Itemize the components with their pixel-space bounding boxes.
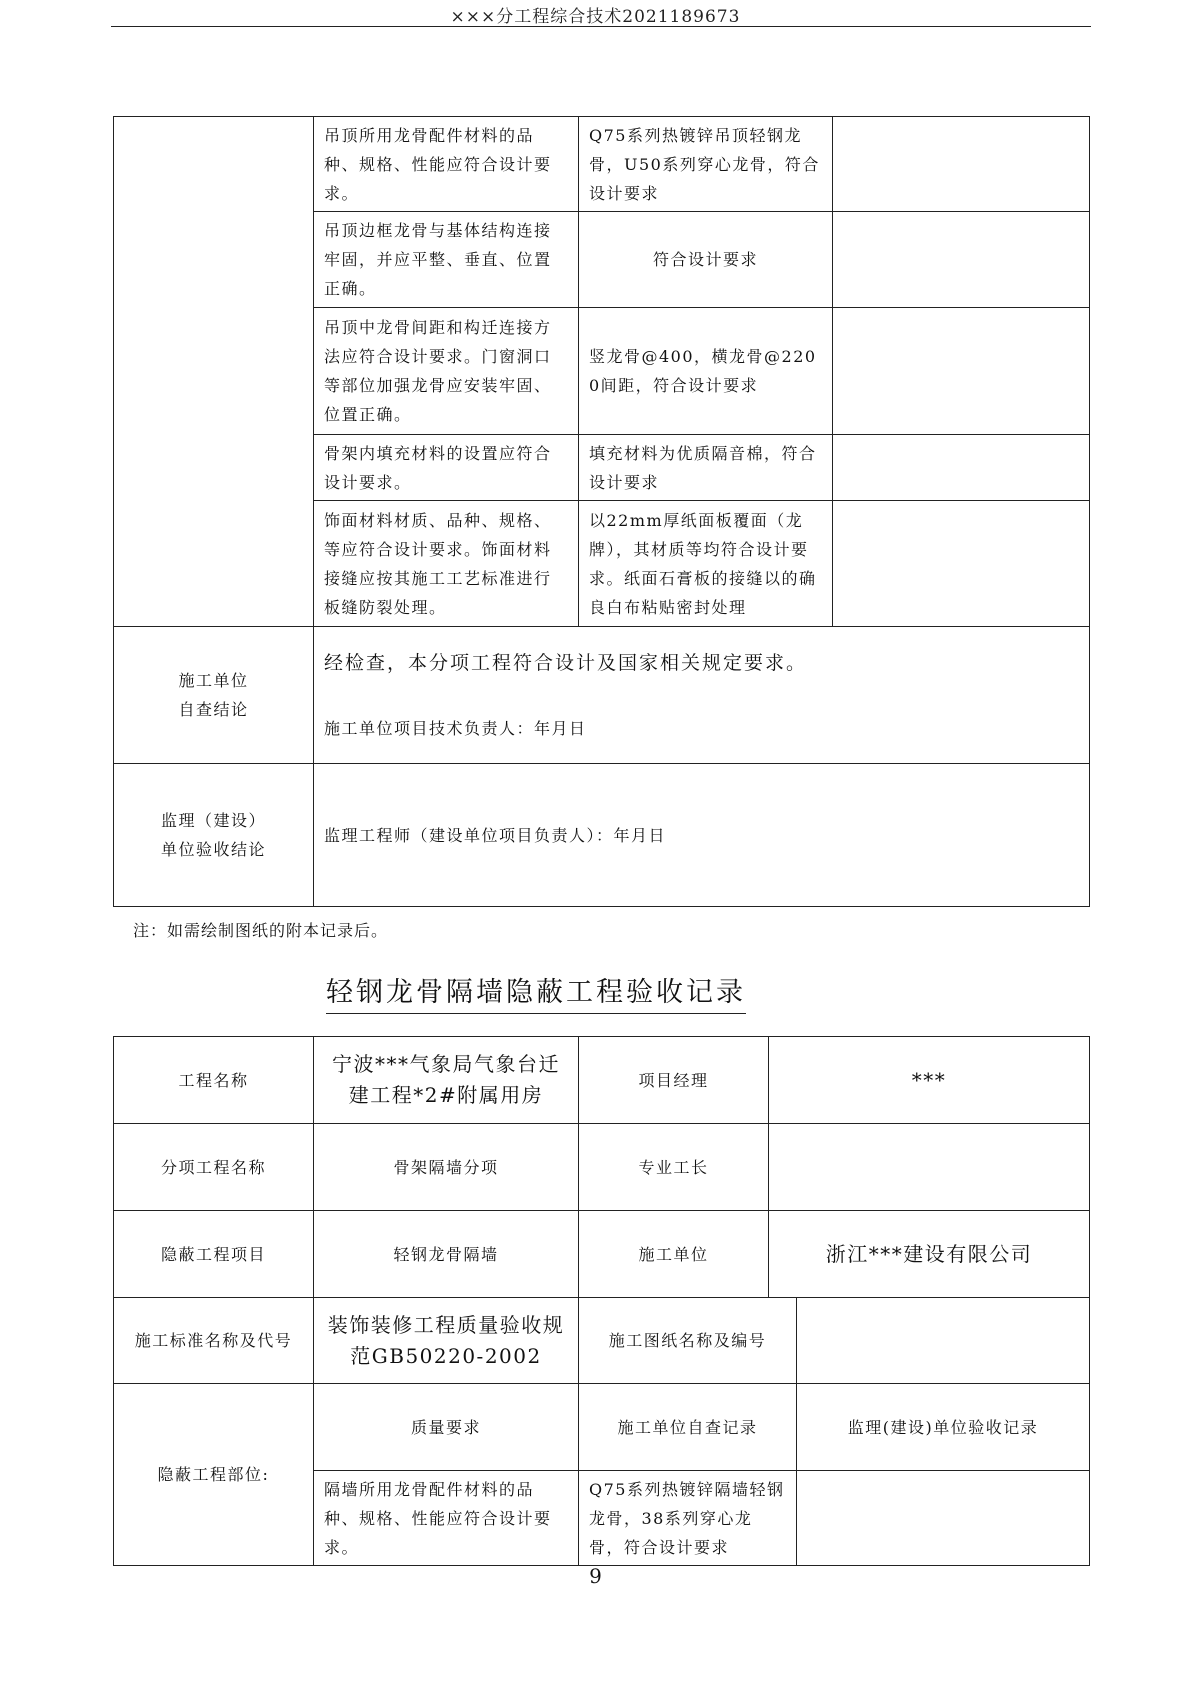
header-rule: [111, 26, 1091, 27]
self-check-label: [114, 627, 314, 764]
project-manager-label: 项目经理: [579, 1037, 769, 1124]
self-check-record-cell: Q75系列热镀锌隔墙轻钢龙骨，38系列穿心龙骨，符合设计要求: [579, 1471, 797, 1566]
self-check-conclusion-cell: [314, 627, 1090, 764]
self-check-label-line2: 自查结论: [178, 700, 249, 719]
quality-requirement-cell: 吊顶中龙骨间距和构迁连接方法应符合设计要求。门窗洞口等部位加强龙骨应安装牢固、位置正确。: [314, 308, 579, 435]
table-row: [114, 1384, 1090, 1471]
supervision-record-cell: [833, 501, 1090, 627]
partition-inspection-table: [113, 1036, 1090, 1566]
hidden-item-label: 隐蔽工程项目: [114, 1211, 314, 1298]
table-row: [114, 1124, 1090, 1211]
ceiling-inspection-table: [113, 116, 1090, 907]
contractor-value: 浙江***建设有限公司: [769, 1211, 1090, 1298]
supervision-conclusion-row: [114, 764, 1090, 907]
contractor-label: 施工单位: [579, 1211, 769, 1298]
supervision-record-cell: [833, 308, 1090, 435]
foreman-value: [769, 1124, 1090, 1211]
drawing-value: [797, 1298, 1090, 1384]
hidden-item-value: 轻钢龙骨隔墙: [314, 1211, 579, 1298]
quality-requirement-cell: 吊顶所用龙骨配件材料的品种、规格、性能应符合设计要求。: [314, 117, 579, 212]
supervision-record-cell: [833, 212, 1090, 308]
page-header: ×××分工程综合技术2021189673: [450, 7, 741, 27]
col-supervision-header: 监理(建设)单位验收记录: [797, 1384, 1090, 1471]
supervision-conclusion-cell: [314, 764, 1090, 907]
standard-value: 装饰装修工程质量验收规范GB50220-2002: [314, 1298, 579, 1384]
foreman-label: 专业工长: [579, 1124, 769, 1211]
table-row: [114, 1211, 1090, 1298]
location-label: 隐蔽工程部位:: [114, 1384, 314, 1566]
supervision-record-cell: [797, 1471, 1090, 1566]
record-title: 轻钢龙骨隔墙隐蔽工程验收记录: [326, 970, 746, 1014]
project-name-label: 工程名称: [114, 1037, 314, 1124]
supervision-record-cell: [833, 117, 1090, 212]
self-check-label-line1: 施工单位: [178, 671, 249, 690]
self-check-signature-line: 施工单位项目技术负责人：年月日: [324, 719, 587, 738]
col-quality-header: 质量要求: [314, 1384, 579, 1471]
self-check-record-cell: 以22mm厚纸面板覆面（龙牌），其材质等均符合设计要求。纸面石膏板的接缝以的确良白布粘贴密封处理: [579, 501, 833, 627]
quality-requirement-cell: 隔墙所用龙骨配件材料的品种、规格、性能应符合设计要求。: [314, 1471, 579, 1566]
drawing-label: 施工图纸名称及编号: [579, 1298, 797, 1384]
standard-label: 施工标准名称及代号: [114, 1298, 314, 1384]
table-row: [114, 1298, 1090, 1384]
self-check-record-cell: 符合设计要求: [579, 212, 833, 308]
supervision-label-line2: 单位验收结论: [160, 840, 266, 859]
self-check-record-cell: 竖龙骨@400，横龙骨@2200间距，符合设计要求: [579, 308, 833, 435]
quality-requirement-cell: 骨架内填充材料的设置应符合设计要求。: [314, 435, 579, 501]
supervision-record-cell: [833, 435, 1090, 501]
supervision-label-line1: 监理（建设）: [160, 811, 266, 830]
table-row: [114, 1037, 1090, 1124]
sub-project-label: 分项工程名称: [114, 1124, 314, 1211]
project-manager-value: ***: [769, 1037, 1090, 1124]
self-check-record-cell: Q75系列热镀锌吊顶轻钢龙骨，U50系列穿心龙骨，符合设计要求: [579, 117, 833, 212]
quality-requirement-cell: 吊顶边框龙骨与基体结构连接牢固，并应平整、垂直、位置正确。: [314, 212, 579, 308]
footnote: 注：如需绘制图纸的附本记录后。: [133, 921, 389, 940]
self-check-record-cell: 填充材料为优质隔音棉，符合设计要求: [579, 435, 833, 501]
project-name-value: 宁波***气象局气象台迁建工程*2#附属用房: [314, 1037, 579, 1124]
self-check-conclusion-row: [114, 627, 1090, 764]
table-row: [114, 117, 1090, 212]
page-number: 9: [589, 1564, 602, 1588]
sub-project-value: 骨架隔墙分项: [314, 1124, 579, 1211]
quality-requirement-cell: 饰面材料材质、品种、规格、等应符合设计要求。饰面材料接缝应按其施工工艺标准进行板缝防裂处理。: [314, 501, 579, 627]
col-self-check-header: 施工单位自查记录: [579, 1384, 797, 1471]
supervision-label: [114, 764, 314, 907]
supervision-signature-line: 监理工程师（建设单位项目负责人）：年月日: [324, 825, 667, 845]
self-check-conclusion-text: 经检查，本分项工程符合设计及国家相关规定要求。: [324, 652, 808, 674]
blank-label-cell: [114, 117, 314, 627]
